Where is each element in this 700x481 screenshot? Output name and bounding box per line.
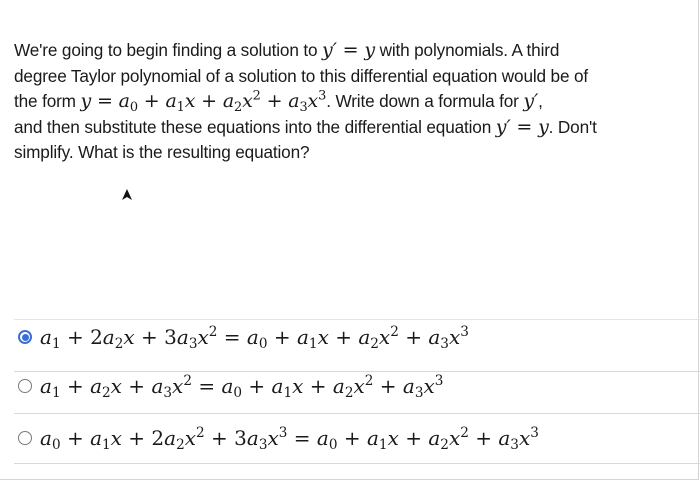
answer-option-1[interactable] xyxy=(14,312,700,362)
equation-y-prime-equals-y-2: y′ = y xyxy=(495,115,549,138)
question-line3-a: the form xyxy=(14,91,76,111)
question-line4-a: and then substitute these equations into the differential equation xyxy=(14,116,492,137)
radio-unselected-icon[interactable] xyxy=(18,379,32,393)
mouse-cursor-icon xyxy=(120,187,134,201)
question-text xyxy=(14,38,690,166)
option-divider xyxy=(14,463,700,464)
question-line4-b: . Don't xyxy=(548,116,597,137)
equation-y-prime-equals-y: y′ = y xyxy=(322,39,375,61)
y-prime: y′ xyxy=(523,90,539,112)
question-line3-c: , xyxy=(538,91,543,111)
taylor-polynomial-form: $y = a_0 + a_1x + a_2x^2 + a_3x^3$ xyxy=(80,88,327,115)
question-line1-a: We're going to begin finding a solution to xyxy=(14,40,318,60)
option-3-equation: $a_0 + a_1x + 2a_2x^2 + 3a_3x^3 = a_0 + a_1x + a_2x^2 + a_3x^3$ xyxy=(40,424,539,454)
radio-selected-icon[interactable] xyxy=(18,330,32,344)
question-line2: degree Taylor polynomial of a solution to this differential equation would be of xyxy=(14,65,589,86)
question-line1-b: with polynomials. A third xyxy=(379,40,560,60)
radio-unselected-icon[interactable] xyxy=(18,431,32,445)
answer-option-2[interactable] xyxy=(14,361,700,411)
option-1-equation: $a_1 + 2a_2x + 3a_3x^2 = a_0 + a_1x + a_2x^2 + a_3x^3$ xyxy=(40,323,469,353)
answer-option-3[interactable] xyxy=(14,413,700,463)
option-2-equation: $a_1 + a_2x + a_3x^2 = a_0 + a_1x + a_2x^2 + a_3x^3$ xyxy=(40,372,444,402)
question-line3-b: . Write down a formula for xyxy=(326,91,519,111)
question-line5: simplify. What is the resulting equation? xyxy=(14,142,310,162)
